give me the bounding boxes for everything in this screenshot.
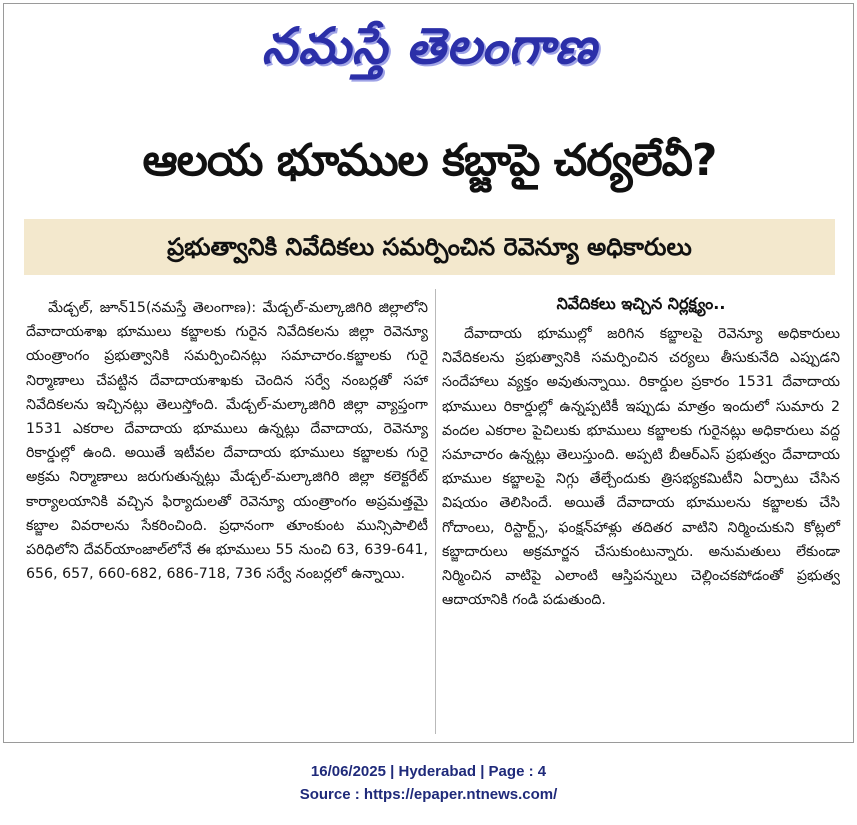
headline-text: ఆలయ భూముల కబ్జాపై చర్యలేవీ? xyxy=(142,135,717,186)
subheadline-text: ప్రభుత్వానికి నివేదికలు సమర్పించిన రెవెన్యూ అధికారులు xyxy=(167,233,692,261)
right-column-text: దేవాదాయ భూముల్లో జరిగిన కబ్జాలపై రెవెన్యూ అధికారులు నివేదికలను ప్రభుత్వానికి సమర్పించిన చర్యలు తీసుకునేది ఎప్పుడని సందేహాలు వ్యక్తం అవుతున్నాయి. రికార్డుల ప్రకారం 1531 దేవాదాయ భూములు రికార్డుల్లో ఉన్నప్పటికీ ఇప్పుడు మాత్రం ఇందులో సుమారు 2 వందల ఎకరాల పైచిలుకు భూములు కబ్జాలకు గురైనట్లు అధికారులు వద్ద సమాచారం ఉన్నట్లు తెలుస్తుంది. అప్పటి బీఆర్ఎస్ ప్రభుత్వం దేవాదాయ భూముల కబ్జాలపై నిగ్గు తేల్చేందుకు త్రిసభ్యకమిటీని ఏర్పాటు చేసిన విషయం తెలిసిందే. అయితే దేవాదాయ భూములను కబ్జాలకు చేసి గోదాంలు, రిస్టార్ట్స్, ఫంక్షన్‌హాళ్లు తదితర వాటిని నిర్మించుకుని కోట్లలో కబ్జాదారులు అక్రమార్జన చేసుకుంటున్నారు. అనుమతులు లేకుండా నిర్మించిన వాటిపై ఎలాంటి ఆస్తిపన్నులు చెల్లించకపోడంతో ప్రభుత్వ ఆదాయానికి గండి పడుతుంది. xyxy=(442,326,840,609)
left-column xyxy=(26,296,428,586)
subheadline-band xyxy=(24,219,835,275)
column-divider xyxy=(435,289,436,734)
article-headline xyxy=(4,132,855,190)
clipping-frame xyxy=(3,3,854,743)
left-column-text: మేడ్చల్, జూన్15(నమస్తే తెలంగాణ): మేడ్చల్-మల్కాజిగిరి జిల్లాలోని దేవాదాయశాఖ భూములు కబ్జాలకు గురైన నివేదికలను జిల్లా రెవెన్యూ యంత్రాంగం ప్రభుత్వానికి సమర్పించినట్లు సమాచారం.కబ్జాలకు గురై నిర్మాణాలు చేపట్టిన దేవాదాయశాఖకు చెందిన సర్వే నంబర్లతో సహా నివేదికలను ఇచ్చినట్లు తెలుస్తోంది. మేడ్చల్-మల్కాజిగిరి జిల్లా వ్యాప్తంగా 1531 ఎకరాల దేవాదాయ భూములు ఉన్నట్లు దేవాదాయ, రెవెన్యూ రికార్డుల్లో ఉంది. అయితే ఇటీవల దేవాదాయ భూములు కబ్జాలకు గురై అక్రమ నిర్మాణాలు జరుగుతున్నట్లు మేడ్చల్-మల్కాజిగిరి జిల్లా కలెక్టరేట్ కార్యాలయానికి వచ్చిన ఫిర్యాదులతో రెవెన్యూ యంత్రాంగం అప్రమత్తమై కబ్జాల వివరాలను సేకరించింది. ప్రధానంగా తూంకుంట మున్సిపాలిటీ పరిధిలోని దేవర్‌యాంజాల్‌లోనే ఈ భూములు 55 నుంచి 63, 639-641, 656, 657, 660-682, 686-718, 736 సర్వే నంబర్లలో ఉన్నాయి. xyxy=(26,300,428,583)
right-column xyxy=(442,322,840,612)
masthead-logo: నమస్తే తెలంగాణ xyxy=(261,16,598,75)
footer-source: Source : https://epaper.ntnews.com/ xyxy=(299,786,558,803)
footer-dateline: 16/06/2025 | Hyderabad | Page : 4 xyxy=(310,763,547,780)
newspaper-masthead xyxy=(4,8,855,84)
right-column-subhead: నివేదికలు ఇచ్చిన నిర్లక్ష్యం.. xyxy=(556,294,726,313)
